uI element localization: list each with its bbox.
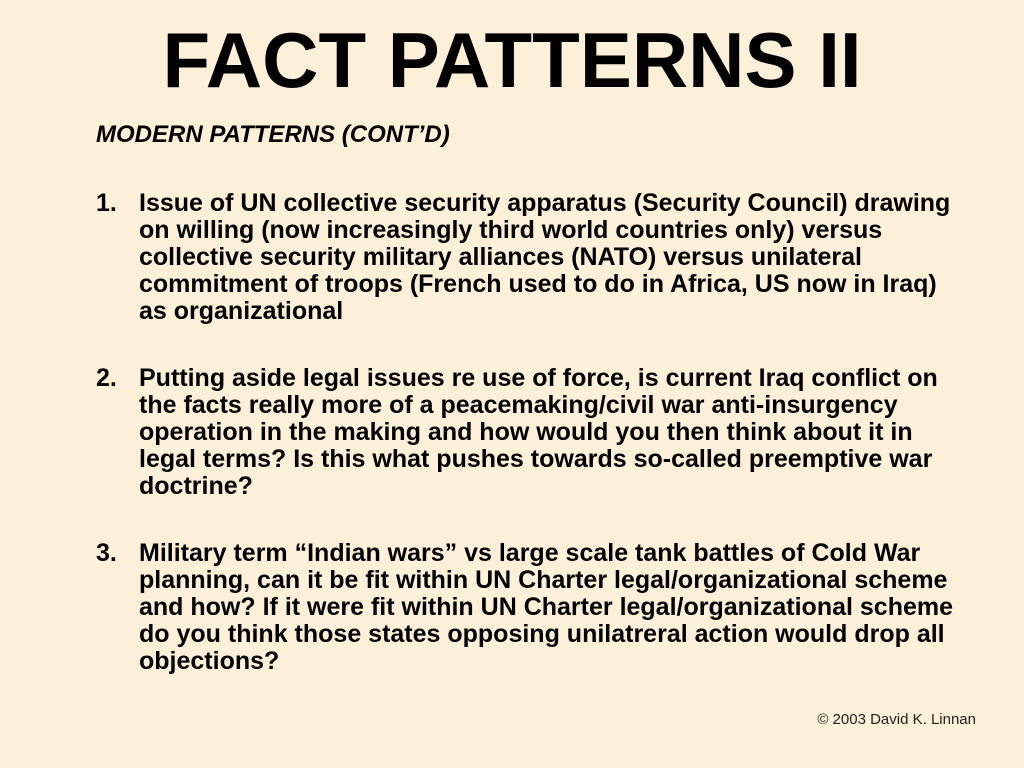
list-item-number: 3. [96, 539, 117, 567]
list-item-3 [96, 540, 956, 675]
list-item-text: Putting aside legal issues re use of force, is current Iraq conflict on the facts really more of a peacemaking/civil war anti-insurgency operation in the making and how would you then think about it in legal terms? Is this what pushes towards so-called preemptive war doctrine? [139, 364, 938, 500]
numbered-list [96, 190, 956, 675]
slide-subtitle: MODERN PATTERNS (CONT’D) [96, 121, 450, 148]
list-item-text: Military term “Indian wars” vs large scale tank battles of Cold War planning, can it be fit within UN Charter legal/organizational scheme and how? If it were fit within UN Charter legal/organizational scheme do you think those states opposing unilatreral action would drop all objections? [139, 539, 954, 675]
list-item-2 [96, 365, 956, 500]
list-item-text: Issue of UN collective security apparatus (Security Council) drawing on willing (now increasingly third world countries only) versus collective security military alliances (NATO) versus unilateral commitment of troops (French used to do in Africa, US now in Iraq) as organizational [139, 189, 951, 325]
list-item-1 [96, 190, 956, 325]
copyright-notice: © 2003 David K. Linnan [817, 711, 976, 728]
list-item-number: 1. [96, 189, 117, 217]
slide-title: FACT PATTERNS II [162, 16, 862, 104]
list-item-number: 2. [96, 364, 117, 392]
